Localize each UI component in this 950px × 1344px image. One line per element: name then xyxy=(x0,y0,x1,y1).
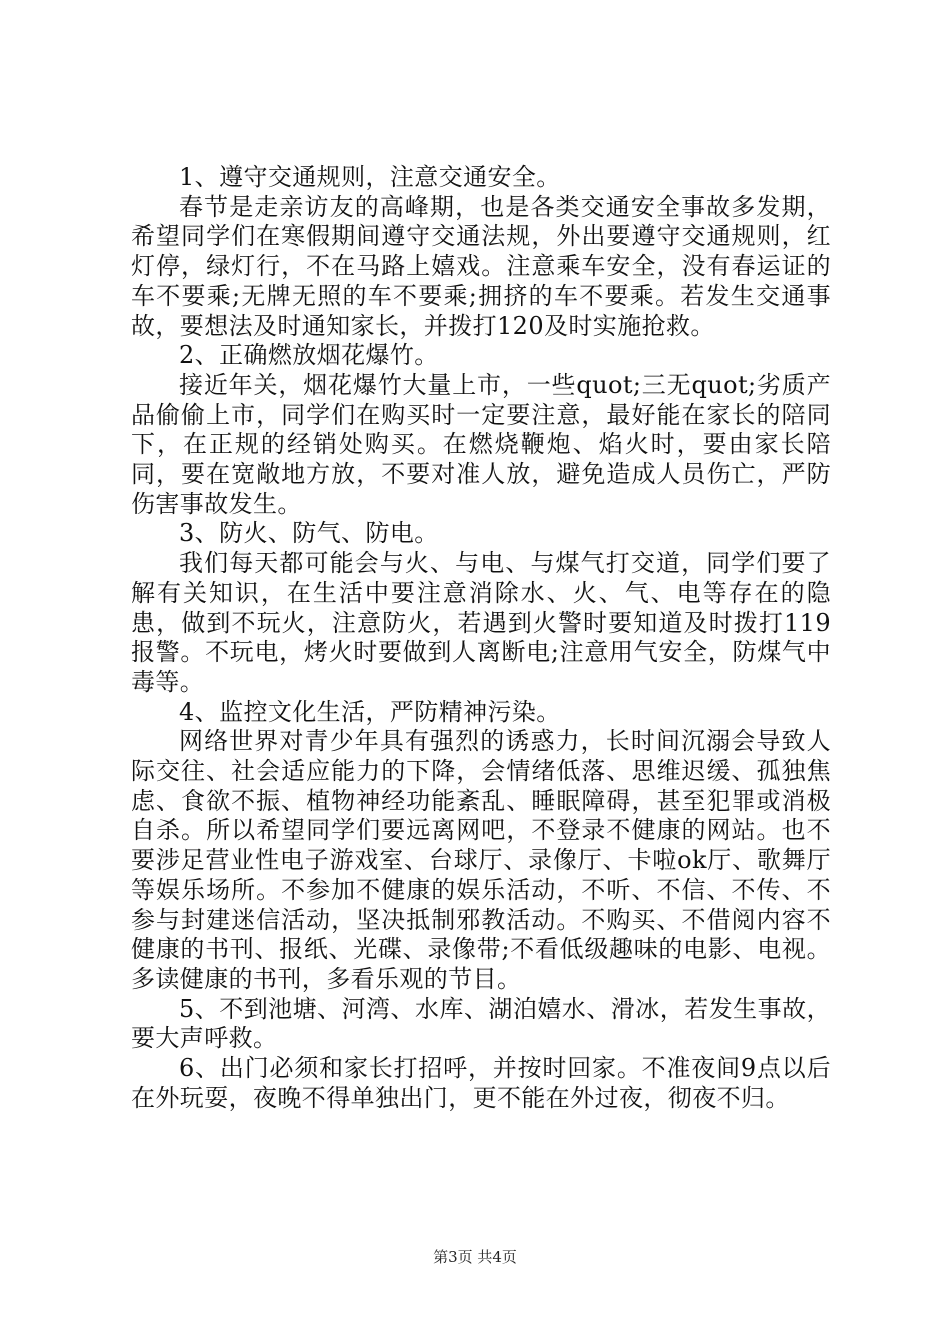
section-body-4: 网络世界对青少年具有强烈的诱惑力，长时间沉溺会导致人际交往、社会适应能力的下降，会情绪低落、思维迟缓、孤独焦虑、食欲不振、植物神经功能紊乱、睡眠障碍，甚至犯罪或消极自杀。所以希望同学们要远离网吧，不登录不健康的网站。也不要涉足营业性电子游戏室、台球厅、录像厅、卡啦ok厅、歌舞厅等娱乐场所。不参加不健康的娱乐活动，不听、不信、不传、不参与封建迷信活动，坚决抵制邪教活动。不购买、不借阅内容不健康的书刊、报纸、光碟、录像带;不看低级趣味的电影、电视。多读健康的书刊，多看乐观的节目。 xyxy=(131,727,831,993)
list-item-5: 5、不到池塘、河湾、水库、湖泊嬉水、滑冰，若发生事故，要大声呼救。 xyxy=(131,994,831,1053)
section-heading-1: 1、遵守交通规则，注意交通安全。 xyxy=(179,163,561,191)
list-item-6: 6、出门必须和家长打招呼，并按时回家。不准夜间9点以后在外玩耍，夜晚不得单独出门，更不能在外过夜，彻夜不归。 xyxy=(131,1054,831,1112)
section-body-1: 春节是走亲访友的高峰期，也是各类交通安全事故多发期，希望同学们在寒假期间遵守交通法规，外出要遵守交通规则，红灯停，绿灯行，不在马路上嬉戏。注意乘车安全，没有春运证的车不要乘;无牌无照的车不要乘;拥挤的车不要乘。若发生交通事故，要想法及时通知家长，并拨打120及时实施抢救。 xyxy=(131,192,831,340)
section-body-3: 我们每天都可能会与火、与电、与煤气打交道，同学们要了解有关知识，在生活中要注意消除水、火、气、电等存在的隐患，做到不玩火，注意防火，若遇到火警时要知道及时拨打119报警。不玩电，烤火时要做到人离断电;注意用气安全，防煤气中毒等。 xyxy=(131,549,831,696)
section-body-2: 接近年关，烟花爆竹大量上市，一些quot;三无quot;劣质产品偷偷上市，同学们在购买时一定要注意，最好能在家长的陪同下，在正规的经销处购买。在燃烧鞭炮、焰火时，要由家长陪同，要在宽敞地方放，不要对准人放，避免造成人员伤亡，严防伤害事故发生。 xyxy=(131,370,831,518)
document-body xyxy=(131,163,831,1114)
section-heading-2: 2、正确燃放烟花爆竹。 xyxy=(179,341,439,370)
page-footer: 第3页 共4页 xyxy=(433,1248,517,1266)
section-heading-4: 4、监控文化生活，严防精神污染。 xyxy=(179,697,561,726)
section-heading-3: 3、防火、防气、防电。 xyxy=(179,519,439,548)
